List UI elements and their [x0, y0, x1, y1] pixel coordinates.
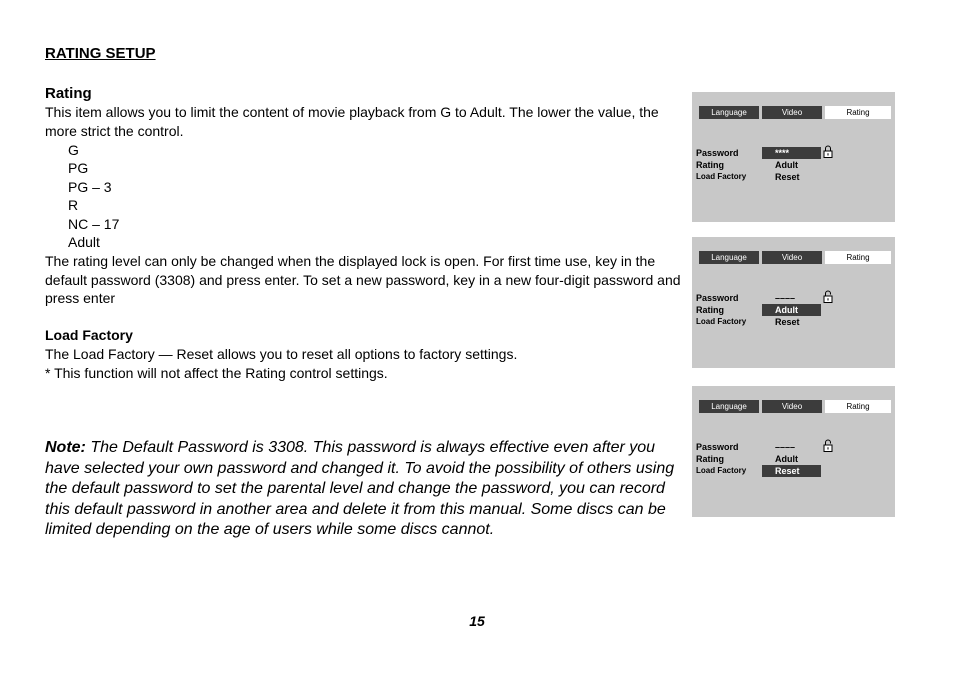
row-value-rating[interactable]: Adult	[775, 160, 798, 170]
row-value-load-factory[interactable]: Reset	[762, 465, 821, 477]
osd-panel-load-factory	[692, 386, 895, 517]
row-label-password: Password	[696, 442, 739, 452]
rating-level-list	[68, 141, 119, 251]
note-block	[45, 438, 685, 541]
tab-video[interactable]: Video	[762, 251, 822, 264]
rating-description: This item allows you to limit the content of movie playback from G to Adult. The lower the value, the more strict the control.	[45, 104, 659, 139]
note-text: The Default Password is 3308. This password is always effective even after you have selected your own password and changed it. To avoid the possibility of others using the default password to set the parental level and change the password, you can record this default password in another area and delete it from this manual. Some discs can be limited depending on the age of users while some discs cannot.	[45, 439, 675, 539]
tab-language[interactable]: Language	[699, 400, 759, 413]
row-value-load-factory[interactable]: Reset	[775, 317, 800, 327]
row-value-rating[interactable]: Adult	[762, 304, 821, 316]
lock-open-icon	[823, 439, 833, 452]
tab-video[interactable]: Video	[762, 106, 822, 119]
osd-tab-bar	[699, 106, 891, 119]
rating-level-nc17: NC – 17	[68, 215, 120, 232]
rating-level-adult: Adult	[68, 234, 100, 251]
rating-level-r: R	[68, 197, 79, 214]
tab-language[interactable]: Language	[699, 106, 759, 119]
tab-video[interactable]: Video	[762, 400, 822, 413]
page-number: 15	[469, 613, 485, 629]
row-label-rating: Rating	[696, 160, 724, 170]
osd-panel-password	[692, 92, 895, 222]
row-label-password: Password	[696, 148, 739, 158]
tab-rating[interactable]: Rating	[825, 251, 891, 264]
row-label-password: Password	[696, 293, 739, 303]
load-factory-description: The Load Factory — Reset allows you to reset all options to factory settings.	[45, 346, 518, 362]
load-factory-heading: Load Factory	[45, 327, 133, 343]
row-label-load-factory: Load Factory	[696, 466, 747, 475]
row-value-password[interactable]: ––––	[775, 293, 796, 303]
lock-open-icon	[823, 290, 833, 303]
row-value-password[interactable]: ****	[762, 147, 821, 159]
load-factory-note: * This function will not affect the Rating control settings.	[45, 365, 388, 381]
tab-rating[interactable]: Rating	[825, 106, 891, 119]
row-value-rating[interactable]: Adult	[775, 454, 798, 464]
osd-tab-bar	[699, 400, 891, 413]
osd-panel-rating	[692, 237, 895, 368]
tab-language[interactable]: Language	[699, 251, 759, 264]
row-label-rating: Rating	[696, 454, 724, 464]
osd-tab-bar	[699, 251, 891, 264]
lock-instructions: The rating level can only be changed when the displayed lock is open. For first time use, key in the default password (3308) and press enter. To set a new password, key in a new four-digit password and press enter	[45, 253, 681, 307]
row-value-password[interactable]: ––––	[775, 442, 796, 452]
rating-level-g: G	[68, 142, 79, 158]
row-label-rating: Rating	[696, 305, 724, 315]
rating-heading: Rating	[45, 85, 92, 102]
row-value-load-factory[interactable]: Reset	[775, 172, 800, 182]
rating-level-pg3: PG – 3	[68, 178, 112, 195]
row-label-load-factory: Load Factory	[696, 317, 747, 326]
section-title: RATING SETUP	[45, 45, 156, 62]
lock-icon	[823, 145, 833, 158]
row-label-load-factory: Load Factory	[696, 172, 747, 181]
tab-rating[interactable]: Rating	[825, 400, 891, 413]
rating-level-pg: PG	[68, 160, 89, 177]
note-label: Note:	[45, 439, 86, 456]
